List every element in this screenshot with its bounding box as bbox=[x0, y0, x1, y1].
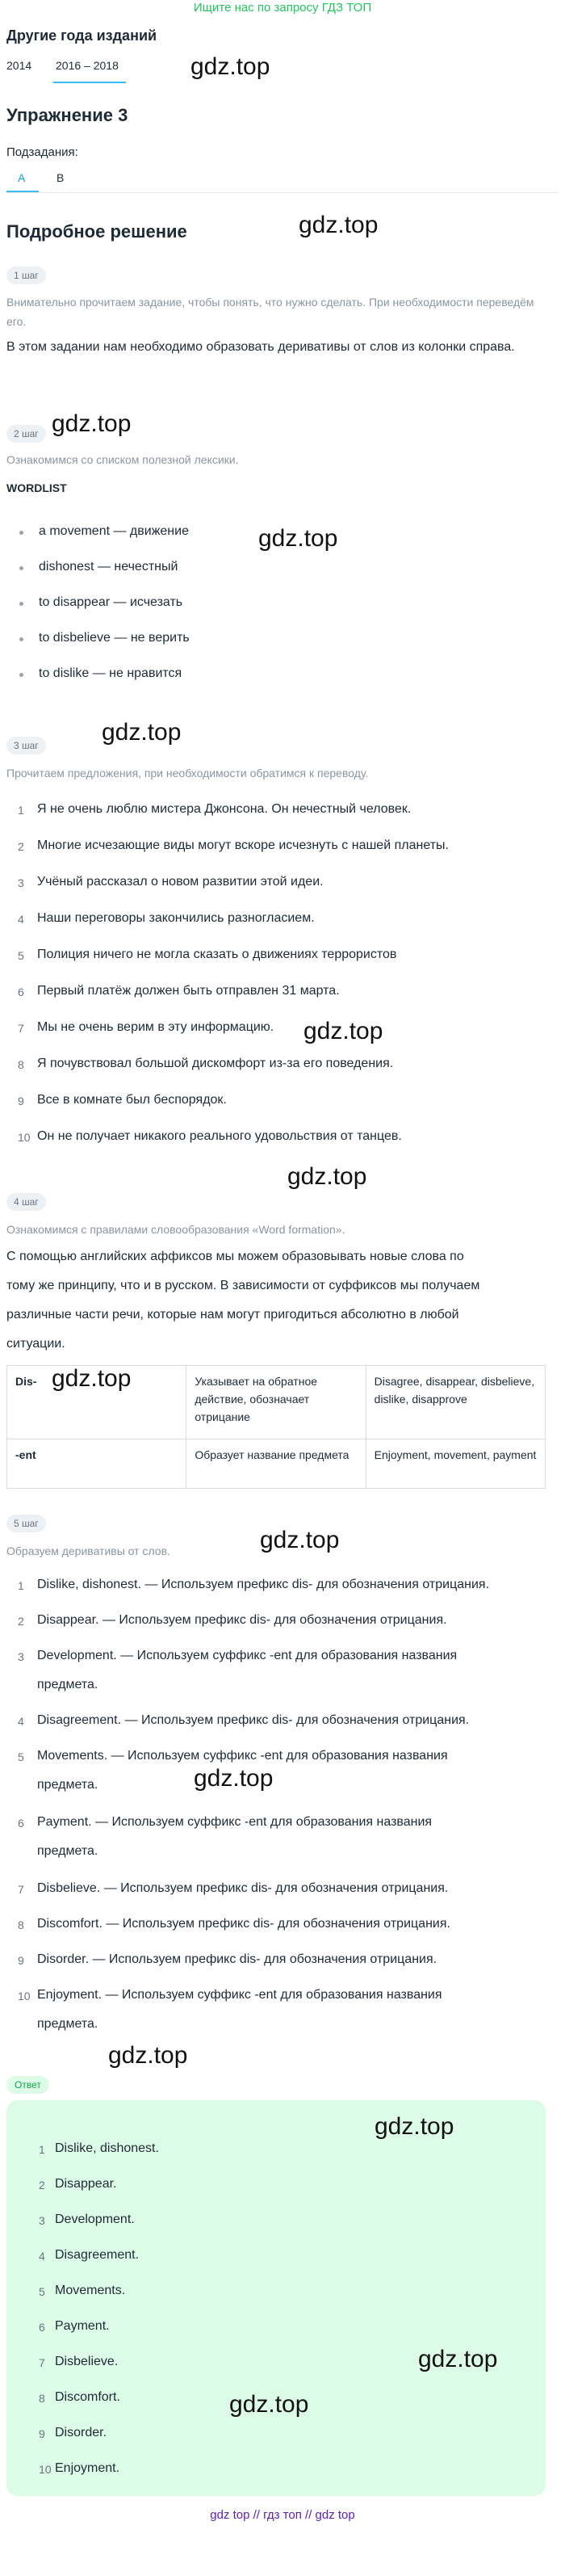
list-item-text: предмета. bbox=[37, 1844, 98, 1858]
list-number: 8 bbox=[39, 2392, 45, 2405]
list-item-text: Первый платёж должен быть отправлен 31 марта. bbox=[37, 984, 340, 998]
answer-item-text: Enjoyment. bbox=[55, 2461, 120, 2475]
step-3-hint: Прочитаем предложения, при необходимости обратимся к переводу. bbox=[6, 767, 369, 780]
list-number: 6 bbox=[18, 985, 24, 998]
table-cell: Образует название предмета bbox=[186, 1439, 366, 1489]
tab-year-2016-2018[interactable]: 2016 – 2018 bbox=[56, 59, 119, 72]
answer-item-text: Movements. bbox=[55, 2284, 126, 2297]
answer-item-text: Disorder. bbox=[55, 2426, 107, 2439]
step-4-text-line: С помощью английских аффиксов мы можем образовывать новые слова по bbox=[6, 1250, 464, 1263]
list-number: 6 bbox=[18, 1817, 24, 1830]
watermark: gdz.top bbox=[102, 719, 182, 746]
list-number: 3 bbox=[18, 1650, 24, 1663]
list-number: 4 bbox=[39, 2250, 45, 2263]
list-item-text: предмета. bbox=[37, 2017, 98, 2031]
subtasks-label: Подзадания: bbox=[6, 145, 78, 159]
answer-item-text: Disbelieve. bbox=[55, 2355, 119, 2368]
list-item-text: Многие исчезающие виды могут вскоре исчезнуть с нашей планеты. bbox=[37, 838, 449, 852]
list-item-text: Disagreement. — Используем префикс dis- для обозначения отрицания. bbox=[37, 1713, 470, 1727]
list-number: 5 bbox=[39, 2285, 45, 2298]
answer-item-text: Disappear. bbox=[55, 2177, 117, 2191]
step-4-hint: Ознакомимся с правилами словообразования «Word formation». bbox=[6, 1223, 345, 1236]
list-number: 4 bbox=[18, 1715, 24, 1728]
list-number: 10 bbox=[39, 2463, 52, 2476]
bullet-icon bbox=[19, 566, 23, 570]
step-4-text-line: ситуации. bbox=[6, 1337, 65, 1351]
list-number: 7 bbox=[18, 1883, 24, 1896]
table-cell: -ent bbox=[7, 1439, 186, 1489]
answer-item-text: Disagreement. bbox=[55, 2248, 140, 2262]
wordlist-item-text: to dislike — не нравится bbox=[39, 666, 182, 680]
list-item-text: Я почувствовал большой дискомфорт из-за его поведения. bbox=[37, 1057, 394, 1070]
list-number: 8 bbox=[18, 1918, 24, 1931]
list-item-text: Movements. — Используем суффикс -ent для образования названия bbox=[37, 1749, 448, 1763]
list-item-text: Учёный рассказал о новом развитии этой идеи. bbox=[37, 875, 324, 889]
step-4-badge: 4 шаг bbox=[6, 1193, 46, 1211]
list-item-text: предмета. bbox=[37, 1678, 98, 1691]
wordlist-title: WORDLIST bbox=[6, 481, 67, 494]
list-number: 7 bbox=[18, 1022, 24, 1035]
list-number: 9 bbox=[39, 2427, 45, 2440]
watermark: gdz.top bbox=[260, 1527, 340, 1553]
step-1-text: В этом задании нам необходимо образовать деривативы от слов из колонки справа. bbox=[6, 340, 515, 354]
solution-title: Подробное решение bbox=[6, 221, 187, 242]
step-2-badge: 2 шаг bbox=[6, 425, 46, 443]
watermark: gdz.top bbox=[108, 2042, 188, 2069]
watermark: gdz.top bbox=[287, 1163, 367, 1190]
table-cell: Disagree, disappear, disbelieve, dislike, disapprove bbox=[366, 1366, 545, 1439]
list-number: 4 bbox=[18, 913, 24, 926]
step-4-text-line: тому же принципу, что и в русском. В зависимости от суффиксов мы получаем bbox=[6, 1279, 480, 1292]
list-number: 5 bbox=[18, 1750, 24, 1763]
wordlist-item-text: a movement — движение bbox=[39, 524, 189, 538]
answer-badge: Ответ bbox=[6, 2076, 49, 2094]
list-number: 10 bbox=[18, 1131, 31, 1144]
watermark: gdz.top bbox=[303, 1018, 383, 1044]
step-5-badge: 5 шаг bbox=[6, 1515, 46, 1532]
watermark: gdz.top bbox=[229, 2391, 309, 2418]
watermark: gdz.top bbox=[258, 525, 338, 552]
list-number: 1 bbox=[39, 2143, 45, 2156]
list-number: 9 bbox=[18, 1095, 24, 1107]
list-item-text: Он не получает никакого реального удовольствия от танцев. bbox=[37, 1129, 402, 1143]
list-item-text: Discomfort. — Используем префикс dis- для обозначения отрицания. bbox=[37, 1917, 450, 1931]
exercise-title: Упражнение 3 bbox=[6, 105, 128, 125]
table-cell: Dis- bbox=[7, 1366, 186, 1439]
list-item-text: Все в комнате был беспорядок. bbox=[37, 1093, 227, 1107]
list-number: 8 bbox=[18, 1058, 24, 1071]
watermark: gdz.top bbox=[190, 53, 270, 80]
list-number: 3 bbox=[39, 2214, 45, 2227]
answer-item-text: Dislike, dishonest. bbox=[55, 2141, 159, 2155]
list-item-text: Я не очень люблю мистера Джонсона. Он нечестный человек. bbox=[37, 802, 412, 816]
list-number: 6 bbox=[39, 2321, 45, 2334]
step-5-hint: Образуем деривативы от слов. bbox=[6, 1544, 170, 1557]
list-item-text: Disorder. — Используем префикс dis- для обозначения отрицания. bbox=[37, 1952, 437, 1966]
table-cell: Указывает на обратное действие, обозначает отрицание bbox=[186, 1366, 366, 1439]
watermark: gdz.top bbox=[299, 212, 379, 238]
bullet-icon bbox=[19, 673, 23, 677]
list-item-text: Disappear. — Используем префикс dis- для обозначения отрицания. bbox=[37, 1613, 447, 1627]
wordlist-item-text: to disbelieve — не верить bbox=[39, 631, 190, 645]
list-item-text: Полиция ничего не могла сказать о движениях террористов bbox=[37, 948, 397, 961]
table-row bbox=[7, 1439, 546, 1489]
step-3-badge: 3 шаг bbox=[6, 737, 46, 754]
footer-links[interactable]: gdz top // гдз топ // gdz top bbox=[210, 2508, 355, 2522]
answer-item-text: Discomfort. bbox=[55, 2390, 120, 2404]
table-cell: Enjoyment, movement, payment bbox=[366, 1439, 545, 1489]
list-item-text: Development. — Используем суффикс -ent для образования названия bbox=[37, 1649, 458, 1662]
list-item-text: Наши переговоры закончились разногласием. bbox=[37, 911, 315, 925]
list-number: 1 bbox=[18, 1579, 24, 1592]
active-tab-underline bbox=[53, 82, 126, 83]
bullet-icon bbox=[19, 531, 23, 535]
watermark: gdz.top bbox=[194, 1765, 274, 1792]
top-banner[interactable]: Ищите нас по запросу ГДЗ ТОП bbox=[193, 1, 372, 15]
answer-item-text: Development. bbox=[55, 2213, 135, 2226]
list-number: 1 bbox=[18, 804, 24, 817]
tab-year-2014[interactable]: 2014 bbox=[6, 59, 32, 72]
answer-item-text: Payment. bbox=[55, 2319, 110, 2333]
subtask-a[interactable]: A bbox=[18, 171, 26, 184]
watermark: gdz.top bbox=[52, 1365, 132, 1392]
divider bbox=[6, 192, 559, 193]
step-1-badge: 1 шаг bbox=[6, 267, 46, 284]
list-number: 2 bbox=[39, 2179, 45, 2191]
watermark: gdz.top bbox=[52, 410, 132, 437]
bullet-icon bbox=[19, 602, 23, 606]
list-number: 2 bbox=[18, 1615, 24, 1628]
list-number: 3 bbox=[18, 876, 24, 889]
other-years-title: Другие года изданий bbox=[6, 27, 157, 44]
list-number: 9 bbox=[18, 1954, 24, 1967]
list-number: 7 bbox=[39, 2356, 45, 2369]
list-item-text: Payment. — Используем суффикс -ent для образования названия bbox=[37, 1815, 433, 1829]
step-4-text-line: различные части речи, которые нам могут пригодиться абсолютно в любой bbox=[6, 1308, 459, 1322]
step-1-hint: Внимательно прочитаем задание, чтобы понять, что нужно сделать. При необходимости переведём его. bbox=[6, 296, 534, 328]
list-item-text: Dislike, dishonest. — Используем префикс dis- для обозначения отрицания. bbox=[37, 1578, 490, 1591]
watermark: gdz.top bbox=[375, 2113, 454, 2140]
list-number: 2 bbox=[18, 840, 24, 853]
list-item-text: предмета. bbox=[37, 1778, 98, 1792]
bullet-icon bbox=[19, 637, 23, 641]
list-item-text: Мы не очень верим в эту информацию. bbox=[37, 1020, 274, 1034]
list-item-text: Enjoyment. — Используем суффикс -ent для образования названия bbox=[37, 1988, 442, 2002]
wordlist-item-text: dishonest — нечестный bbox=[39, 560, 178, 574]
list-number: 5 bbox=[18, 949, 24, 962]
wordlist-item-text: to disappear — исчезать bbox=[39, 595, 183, 609]
subtask-b[interactable]: B bbox=[56, 171, 65, 184]
list-item-text: Disbelieve. — Используем префикс dis- для обозначения отрицания. bbox=[37, 1881, 449, 1895]
step-2-hint: Ознакомимся со списком полезной лексики. bbox=[6, 453, 239, 466]
watermark: gdz.top bbox=[418, 2346, 498, 2372]
list-number: 10 bbox=[18, 1990, 31, 2002]
